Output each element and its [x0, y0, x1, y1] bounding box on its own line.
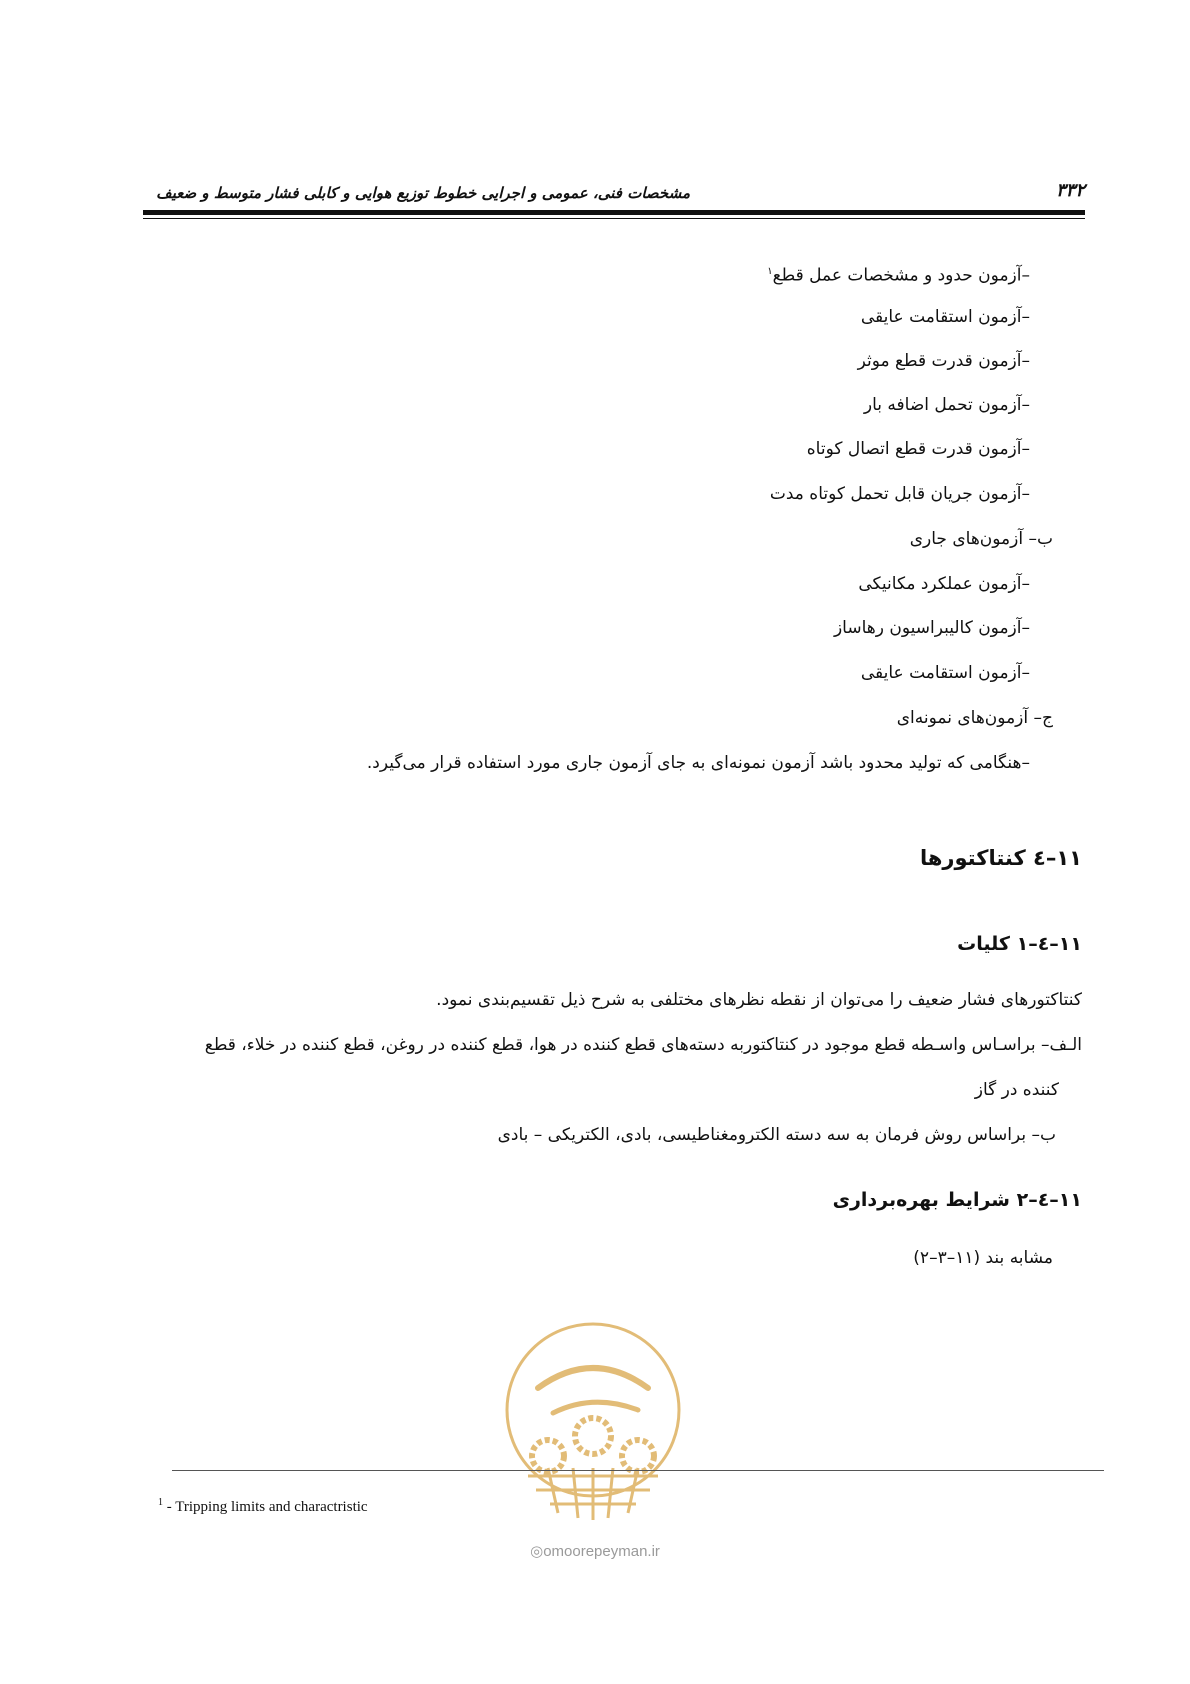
watermark-seal-icon	[498, 1318, 688, 1523]
list-item: –آزمون جریان قابل تحمل کوتاه مدت	[769, 484, 1030, 504]
list-item: –آزمون قدرت قطع اتصال کوتاه	[806, 439, 1030, 459]
watermark-logo	[498, 1318, 688, 1523]
paragraph: کنتاکتورهای فشار ضعیف را می‌توان از نقطه نظرهای مختلفی به شرح ذیل تقسیم‌بندی نمود.	[436, 990, 1082, 1010]
footnote	[158, 1497, 368, 1516]
list-item: الـف– براسـاس واسـطه قطع موجود در کنتاکتوربه دسته‌های قطع کننده در هوا، قطع کننده در روغن، قطع کننده در خلاء، قطع	[204, 1035, 1082, 1055]
globe-icon: ◎	[530, 1543, 544, 1560]
list-item: –هنگامی که تولید محدود باشد آزمون نمونه‌ای به جای آزمون جاری مورد استفاده قرار می‌گیرد.	[366, 753, 1030, 773]
list-item: –آزمون عملکرد مکانیکی	[858, 574, 1030, 594]
type-tests-heading: ج– آزمون‌های نمونه‌ای	[896, 708, 1053, 728]
list-item: ب– براساس روش فرمان به سه دسته الکترومغناطیسی، بادی، الکتریکی – بادی	[497, 1125, 1056, 1145]
routine-tests-heading: ب– آزمون‌های جاری	[909, 529, 1053, 549]
running-header-title: مشخصات فنی، عمومی و اجرایی خطوط توزیع هوایی و کابلی فشار متوسط و ضعیف	[156, 184, 690, 202]
list-item: –آزمون قدرت قطع موثر	[857, 351, 1030, 371]
footnote-rule	[172, 1470, 1104, 1471]
watermark-url: ◎omoorepeyman.ir	[530, 1543, 660, 1560]
section-heading-11-4: ۱۱–٤ کنتاکتورها	[919, 846, 1082, 870]
page-number: ۳۳۲	[1055, 180, 1085, 201]
footnote-text: - Tripping limits and charactristic	[163, 1499, 368, 1515]
list-item: –آزمون استقامت عایقی	[860, 663, 1030, 683]
list-item: –آزمون استقامت عایقی	[860, 307, 1030, 327]
footnote-number: 1	[158, 1497, 163, 1508]
paragraph: مشابه بند (۱۱–۳–۲)	[913, 1248, 1053, 1268]
list-item: –آزمون تحمل اضافه بار	[863, 395, 1030, 415]
list-item-continuation: کننده در گاز	[974, 1080, 1059, 1100]
header-rule-thin	[143, 218, 1085, 219]
list-item: –آزمون کالیبراسیون رهاساز	[833, 618, 1030, 638]
header-rule-thick	[143, 210, 1085, 215]
section-heading-11-4-1: ۱۱–٤–۱ کلیات	[957, 933, 1082, 955]
section-heading-11-4-2: ۱۱–٤–۲ شرایط بهره‌برداری	[832, 1189, 1082, 1211]
footnote-mark: ۱	[767, 266, 773, 277]
list-item: –آزمون حدود و مشخصات عمل قطع$^۱$	[767, 265, 1030, 286]
